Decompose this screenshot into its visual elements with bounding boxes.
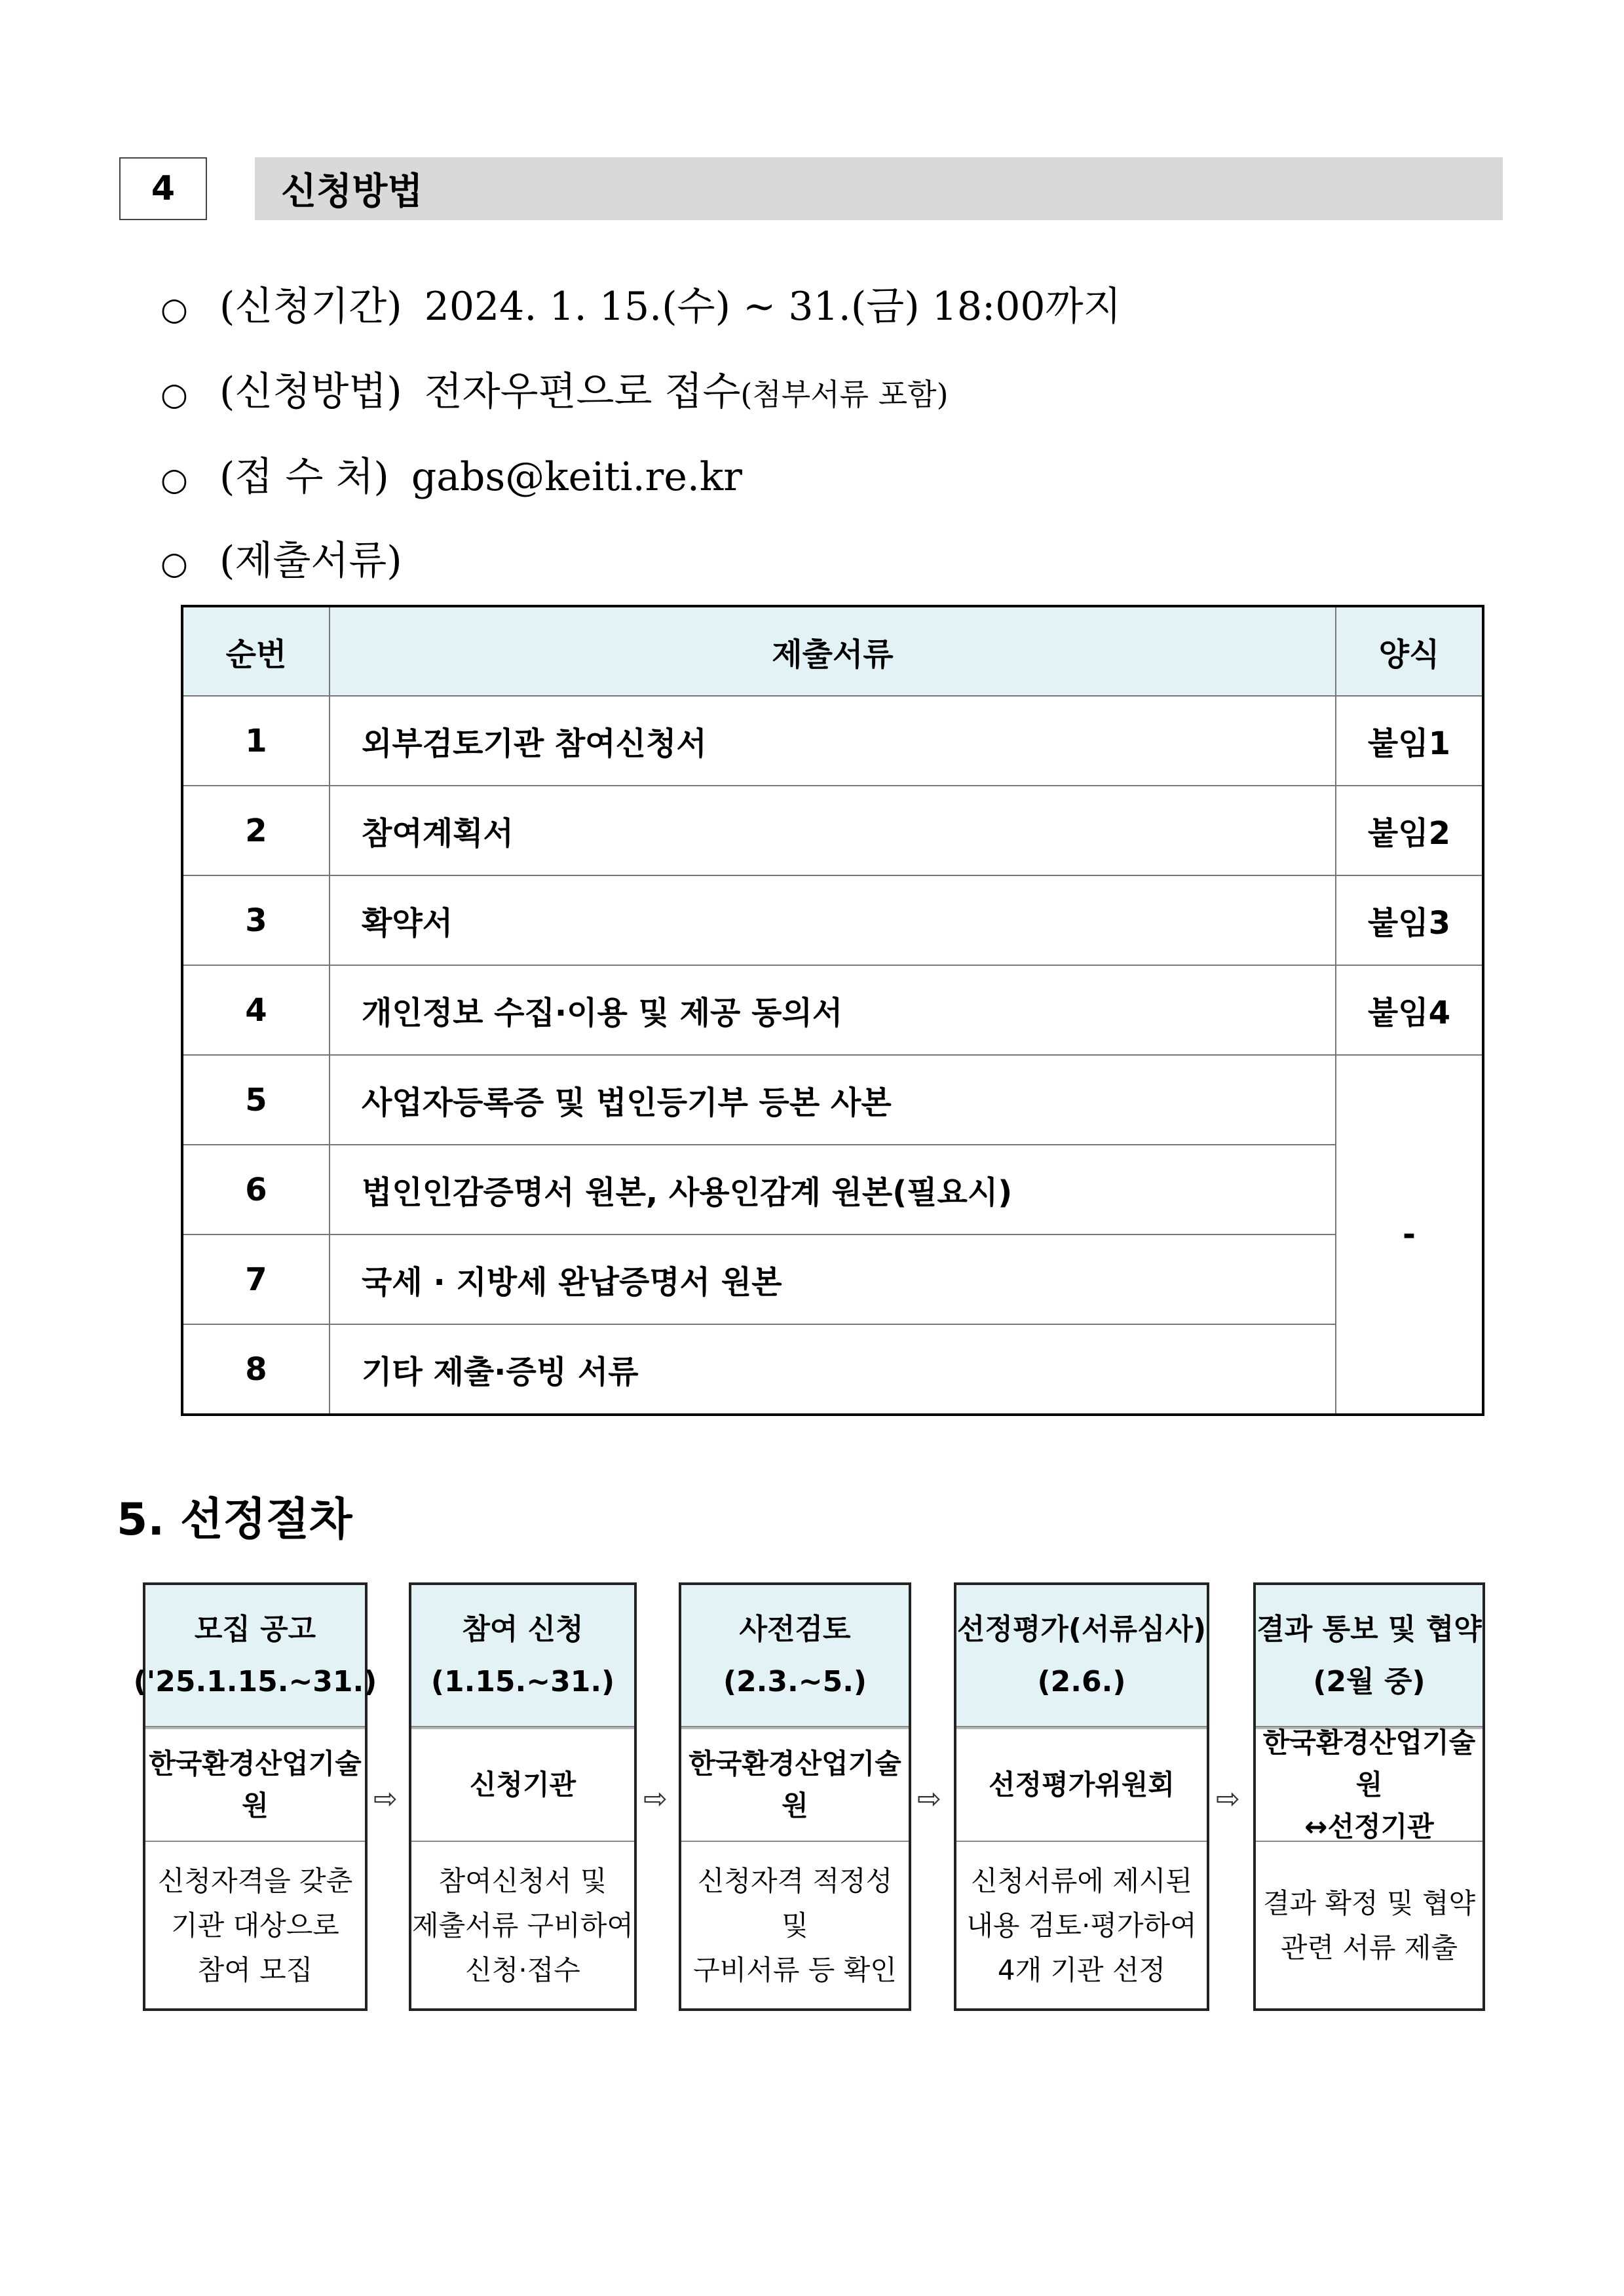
bullet-label: (신청기간) [219,284,402,330]
right-arrow-icon: ⇨ [1216,1782,1240,1816]
step-header [956,1585,1207,1727]
row-doc: 국세 · 지방세 완납증명서 원본 [330,1234,1336,1324]
step-date: (2월 중) [1313,1664,1426,1698]
email-address: gabs@keiti.re.kr [411,454,742,500]
circle-bullet-icon: ○ [161,545,188,582]
bullet-text: 2024. 1. 15.(수) ~ 31.(금) 18:00까지 [424,284,1122,330]
row-no: 2 [182,786,330,875]
step-header [133,1585,377,1727]
step-description [1256,1842,1482,2009]
row-doc: 확약서 [330,875,1336,965]
desc-line: 신청자격을 갖춘 [157,1864,353,1897]
step-description [681,1842,909,2009]
step-title: 모집 공고 [194,1612,316,1646]
step-date: ('25.1.15.~31.) [133,1664,377,1698]
desc-line: 신청·접수 [465,1953,580,1986]
row-no: 8 [182,1324,330,1415]
step-title: 사전검토 [739,1612,851,1646]
step-evaluation [954,1582,1209,2011]
bullet-documents [161,529,425,586]
documents-table [181,605,1484,1416]
row-form: 붙임4 [1336,965,1483,1055]
row-doc: 외부검토기관 참여신청서 [330,696,1336,786]
header-doc: 제출서류 [330,606,1336,696]
merged-form-cell: - [1336,1055,1483,1415]
bullet-label: (제출서류) [219,538,402,584]
bullet-recipient [161,446,742,502]
right-arrow-icon: ⇨ [643,1782,668,1816]
agent-line: ↔선정기관 [1304,1810,1434,1843]
row-no: 5 [182,1055,330,1145]
right-arrow-icon: ⇨ [373,1782,398,1816]
table-row [182,875,1483,965]
step-date: (2.3.~5.) [723,1664,867,1698]
bullet-label: (접 수 처) [219,454,389,500]
table-row [182,965,1483,1055]
bullet-label: (신청방법) [219,369,402,415]
desc-line: 관련 서류 제출 [1280,1931,1458,1964]
row-no: 7 [182,1234,330,1324]
agent-line: 한국환경산업기술원 [1262,1727,1476,1801]
table-header-row [182,606,1483,696]
table-row [182,1234,1483,1324]
row-doc: 기타 제출·증빙 서류 [330,1324,1336,1415]
row-doc: 사업자등록증 및 법인등기부 등본 사본 [330,1055,1336,1145]
step-description [145,1842,365,2009]
step-date: (2.6.) [1037,1664,1126,1698]
step-title: 결과 통보 및 협약 [1256,1612,1482,1646]
step-prereview [679,1582,911,2011]
agent-line: 한국환경산업기술원 [149,1748,362,1822]
desc-line: 결과 확정 및 협약 [1262,1886,1476,1919]
step-header [681,1585,909,1727]
desc-line: 제출서류 구비하여 [412,1909,633,1942]
agent-line: 신청기관 [469,1769,576,1801]
desc-line: 신청자격 적정성 [697,1864,893,1897]
row-doc: 법인인감증명서 원본, 사용인감계 원본(필요시) [330,1145,1336,1234]
step-title: 선정평가(서류심사) [956,1612,1207,1646]
step-agent [956,1727,1207,1842]
desc-line: 구비서류 등 확인 [693,1953,897,1986]
step-application [409,1582,637,2011]
section-title [255,157,1503,220]
desc-line: 내용 검토·평가하여 [966,1909,1197,1942]
row-no: 6 [182,1145,330,1234]
desc-line: 4개 기관 선정 [997,1953,1166,1986]
row-no: 3 [182,875,330,965]
row-doc: 참여계획서 [330,786,1336,875]
bullet-method [161,360,949,417]
bullet-period [161,275,1122,332]
step-title: 참여 신청 [462,1612,584,1646]
circle-bullet-icon: ○ [161,461,188,498]
bullet-text: 전자우편으로 접수 [424,369,741,415]
section-number: 4 [119,157,207,220]
desc-line: 참여 모집 [197,1953,313,1986]
row-form: 붙임1 [1336,696,1483,786]
right-arrow-icon: ⇨ [917,1782,941,1816]
step-agent [1256,1727,1482,1842]
desc-line: 및 [782,1909,808,1942]
row-form: 붙임2 [1336,786,1483,875]
table-row [182,696,1483,786]
row-form: 붙임3 [1336,875,1483,965]
step-result [1253,1582,1485,2011]
table-row [182,1055,1483,1145]
step-agent [411,1727,634,1842]
desc-line: 신청서류에 제시된 [971,1864,1192,1897]
section-title-text: 신청방법 [281,170,423,213]
table-row [182,1145,1483,1234]
circle-bullet-icon: ○ [161,291,188,328]
desc-line: 기관 대상으로 [171,1909,339,1942]
table-row [182,1324,1483,1415]
step-agent [145,1727,365,1842]
agent-line: 한국환경산업기술원 [689,1748,901,1822]
desc-line: 참여신청서 및 [438,1864,607,1897]
step-announcement [133,1582,377,2011]
row-no: 1 [182,696,330,786]
row-doc: 개인정보 수집·이용 및 제공 동의서 [330,965,1336,1055]
table-row [182,786,1483,875]
header-no: 순번 [182,606,330,696]
step-header [411,1585,634,1727]
circle-bullet-icon: ○ [161,376,188,413]
row-no: 4 [182,965,330,1055]
step-description [956,1842,1207,2009]
section5-title: 5. 선정절차 [117,1494,352,1546]
agent-line: 선정평가위원회 [988,1769,1175,1801]
step-agent [681,1727,909,1842]
header-form: 양식 [1336,606,1483,696]
step-header [1256,1585,1482,1727]
bullet-note: (첨부서류 포함) [740,377,949,412]
step-description [411,1842,634,2009]
step-date: (1.15.~31.) [430,1664,615,1698]
